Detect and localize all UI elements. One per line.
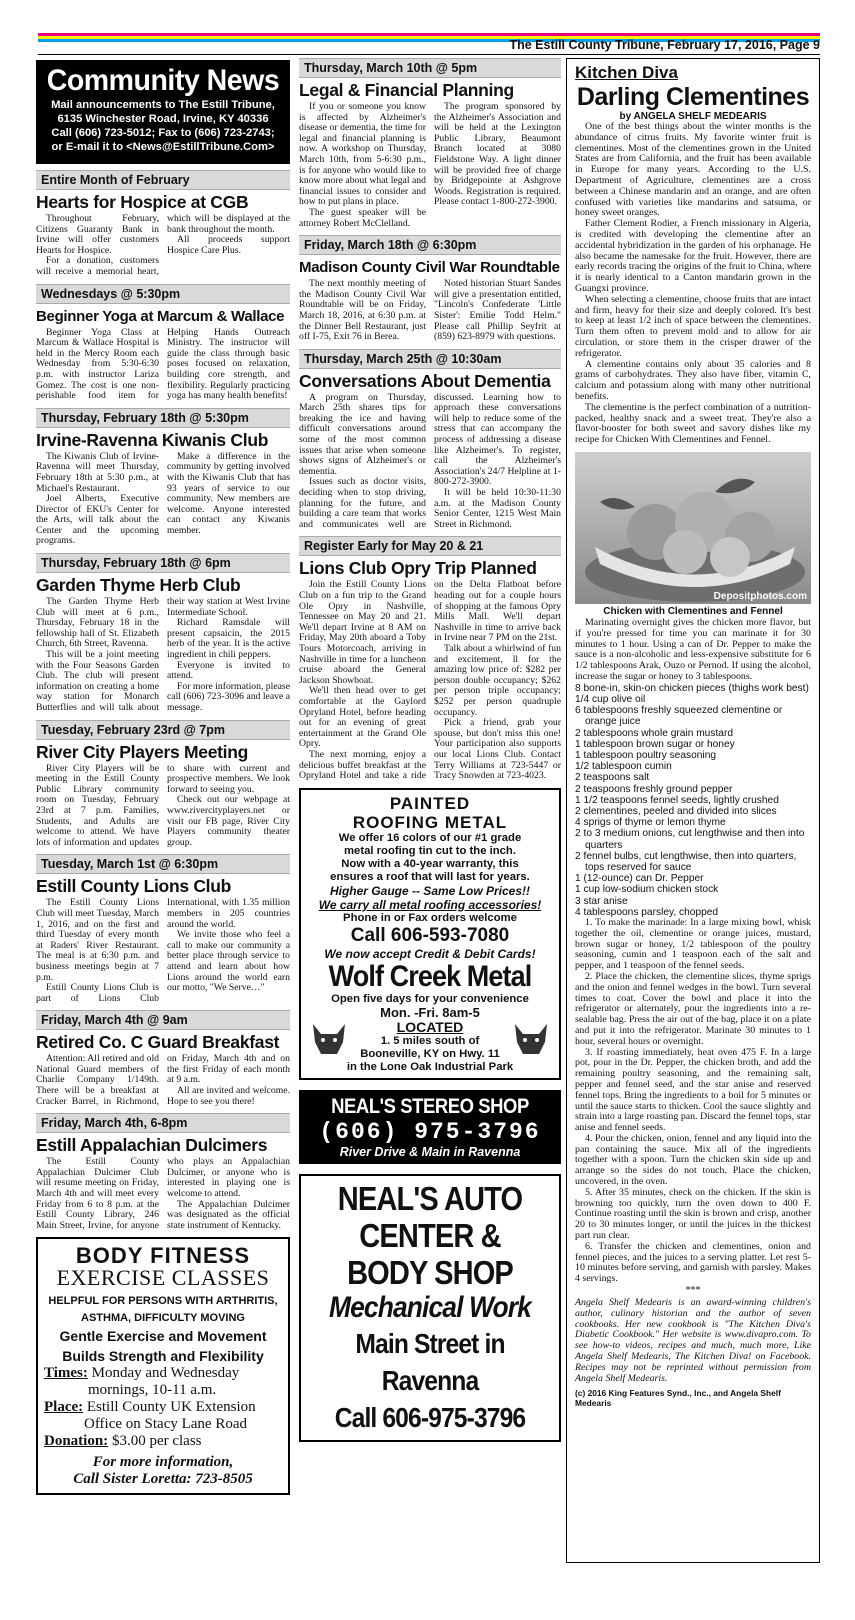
ingredient: 2 tablespoons whole grain mustard [575,727,734,739]
ingredient: 2 fennel bulbs, cut lengthwise, then into quarters, tops reserved for sauce [575,850,797,873]
ad-title: BODY SHOP [347,1253,513,1291]
paragraph: It will be held 10:30-11:30 a.m. at the Madison County Senior Center, 1215 West Main Street in Richmond. [434,487,561,530]
event-headline: Estill Appalachian Dulcimers [36,1135,268,1156]
paragraph: The next morning, enjoy a delicious buffet breakfast at the Opryland Hotel and take a ride on the Delta Flatboat before heading out for a couple hours of shopping at the famous Opry Mills Mall. We'll depart Nashville in time to arrive back in Irvine near 7 PM on the 21st. [299,579,561,782]
middle-events [299,58,561,782]
body-fitness-ad [36,1237,290,1495]
ingredient-list [575,683,811,918]
ingredient: 1/4 cup olive oil [575,693,646,705]
event-headline: Estill County Lions Club [36,876,232,897]
times-row: Times: Monday and Wednesday [44,1365,240,1382]
paragraph: The clementine is the perfect combination of a nutrition-packed, healthy snack and a sweet treat. They're also a flavor-booster for both sweet and savory dishes like my recipe for Chicken With Clementines and Fennel. [575,401,811,446]
ingredient: 2 to 3 medium onions, cut lengthwise and then into quarters [575,828,805,851]
page-header: The Estill County Tribune, February 17, 2016, Page 9 [38,38,820,55]
contact-line: For more information, [92,1454,234,1471]
event-headline: Irvine-Ravenna Kiwanis Club [36,429,269,450]
located-label: LOCATED [396,1018,464,1035]
separator: *** [685,1285,701,1297]
ad-title: PAINTED [389,793,471,813]
paragraph: One of the best things about the winter months is the abundance of citrus fruits. My favorite winter fruit is clementines. Most of the clementines grown in the United States are from California, and the fruit has been available in Europe for many years. According to the U.S. Department of Agriculture, clementines are a cross between a Chinese mandarin and an orange, and are often confused with varieties like mandarins and satsuma, or honey sweet oranges. [575,121,811,219]
paragraph: 1. To make the marinade: In a large mixing bowl, whisk together the oil, clementine or orange juices, mustard, brown sugar or honey, 1/2 tablespoon of the poultry seasoning, cumin and 1 teaspoon each of the salt and pepper, and 1 teaspoon of the fennel seeds. [575,916,811,972]
ingredient: 1 tablespoon poultry seasoning [575,749,717,761]
middle-column [299,58,561,1442]
ingredient: 6 tablespoons freshly squeezed clementine or orange juice [575,705,783,728]
paragraph: All are invited and welcome. Hope to see you there! [167,1085,290,1107]
donation-row: Donation: $3.00 per class [44,1433,202,1450]
event-body [36,328,290,402]
paragraph: 3. If roasting immediately, heat oven 475 F. In a large pot, pour in the Dr. Pepper, the chicken broth, and add the remaining poultry seasoning, and the remaining salt, pepper and fennel seed, and the star anise and reserved fennel tops. Bring the ingredients to a boil for 5 minutes or until the sauce starts to thicken. Cool the sauce slightly and strain into a large roasting pan. Discard the fennel tops, star anise and fennel seeds. [575,1046,811,1134]
ad-title: BODY FITNESS [75,1243,251,1269]
paragraph: The next monthly meeting of the Madison County Civil War Roundtable will be on Friday, March 18, 2016, at 6:30 p.m. at the Dinner Bell Restaurant, just off I-75, Exit 76 in Berea. [299,278,426,343]
event-headline: Retired Co. C Guard Breakfast [36,1032,280,1053]
event-body [36,898,290,1004]
event-date-bar: Friday, March 18th @ 6:30pm [299,235,561,255]
neals-auto-ad [299,1174,561,1442]
ingredient: 1 (12-ounce) can Dr. Pepper [575,873,704,885]
event-body [299,102,561,229]
event-body [36,452,290,547]
ingredient: 8 bone-in, skin-on chicken pieces (thighs work best) [575,682,809,694]
ingredient: 1 cup low-sodium chicken stock [575,884,719,896]
recipe-intro: Marinating overnight gives the chicken more flavor, but if you're pressed for time you can marinate it for 30 minutes to 1 hour. Using a can of Dr. Pepper to make the sauce is a non-alcoholic and less-expensive substitute for 6 1/2 tablespoons Arak, Ouzo or Pernod. If using the alcohol, increase the sugar or honey to 3 tablespoons. [575,616,811,682]
event-body [36,1157,290,1231]
hours: Mon. -Fri. 8am-5 [380,1004,480,1020]
paragraph: 2. Place the chicken, the clementine slices, thyme sprigs and the onion and fennel wedges in the bowl. Turn several times to coat. Cover the bowl and place it into the refrigerator or alternately, pour the ingredients into a re-sealable bag. Press the air out of the bag, place it on a plate and put it into the refrigerator. Marinate 30 minutes to 1 hour, several hours or overnight. [575,970,811,1047]
ad-line: We carry all metal roofing accessories! [318,897,542,912]
ad-line: We now accept Credit & Debit Cards! [324,946,536,961]
paragraph: We invite those who feel a call to make our community a better place through service to attend and learn about how Lions around the world earn our motto, "We Serve…" [167,929,290,994]
event-date-bar: Friday, March 4th, 6-8pm [36,1113,290,1133]
paragraph: River City Players will be meeting in the Estill County Public Library community room on Tuesday, February 23rd at 7 p.m. Families, Students, and Adults are welcome to attend. We have lots of information and updates to share with current and prospective members. We look forward to seeing you. [36,762,290,848]
event-date-bar: Thursday, February 18th @ 5:30pm [36,408,290,428]
brand-name: Wolf Creek Metal [328,959,532,993]
clementines-image [575,452,811,604]
event-date-bar: Register Early for May 20 & 21 [299,536,561,556]
event-date-bar: Entire Month of February [36,170,290,190]
kitchen-diva-column [566,58,820,1563]
paragraph: Check out our webpage at www.rivercityplayers.net or visit our FB page, River City Players community theater group. [167,794,290,848]
paragraph: Father Clement Rodier, a French missionary in Algeria, is credited with developing the clementine after an accidental hybridization in the garden of his orphanage. He also became the namesake for the fruit. However, there are early records tracing the origins of the fruit to China, where it is nearly identical to a Canton mandarin grown in the Guangxi province. [575,218,811,294]
paragraph: The Estill County Appalachian Dulcimer Club will resume meeting on Friday, March 4th and will meet every Friday from 6 to 8 p.m. at the Estill County Library, 246 Main Street, Irvine, for anyone who plays an Appalachian Dulcimer, or anyone who is interested in playing one is welcome to attend. [36,1156,290,1231]
paragraph: For a donation, customers will receive a memorial heart, which will be displayed at the bank throughout the month. [36,213,290,277]
event-date-bar: Thursday, February 18th @ 6pm [36,553,290,573]
ingredient: 1 1/2 teaspoons fennel seeds, lightly crushed [575,794,779,806]
section-title: Community News [46,64,280,97]
ad-line: HELPFUL FOR PERSONS WITH ARTHRITIS, [48,1295,278,1308]
event-body [36,1054,290,1107]
ad-line: Main Street in Ravenna [355,1327,505,1396]
wolf-icon [509,1020,553,1060]
neals-stereo-ad [299,1090,561,1164]
event-body [36,214,290,278]
paragraph: Estill County Lions Club is part of Lions Club International, with 1.35 million members in 205 countries around the world. [36,897,290,1004]
phone-number: Call 606-593-7080 [350,924,510,946]
ad-line: in the Lone Oak Industrial Park [346,1060,514,1073]
ad-line: metal roofing tin cut to the inch. [344,844,516,857]
paragraph: The Appalachian Dulcimer was designated as the official state instrument of Kentucky. [167,1198,290,1231]
paragraph: The Kiwanis Club of Irvine-Ravenna will meet Thursday, February 18th at 5:30 p.m., at Michael's Restaurant. [36,450,159,494]
ad-line: ensures a roof that will last for years. [330,870,530,883]
watermark: Depositphotos.com [713,590,807,602]
event-body [36,764,290,849]
paragraph: The guest speaker will be attorney Robert McClelland. [299,206,426,229]
paragraph: Talk about a whirlwind of fun and excitement, ll for the amazing low price of: $282 per person double occupancy; $262 per person triple occupancy; $252 per person quadruple occupancy. [434,642,561,718]
byline: by ANGELA SHELF MEDEARIS [619,111,767,122]
paragraph: Noted historian Stuart Sandes will give a presentation entitled, "Lincoln's Confederate 'Little Sister': Emilie Todd Helm." Please call Phillip Seyfrit at (859) 623-8979 with questions. [434,278,561,343]
left-column [36,60,290,1495]
paragraph: Richard Ramsdale will present capsaicin, the 2015 herb of the year. It is the active ingredient in chili peppers. [167,617,290,661]
event-body [299,279,561,343]
event-body [299,580,561,781]
author-bio: Angela Shelf Medearis is an award-winning children's author, culinary historian and the author of seven cookbooks. Her new cookbook is "The Kitchen Diva's Diabetic Cookbook." Her website is www.divapro.com. To see how-to videos, recipes and much, much more, Like Angela Shelf Medearis, The Kitchen Diva! on Facebook. Recipes may not be reprinted without permission from Angela Shelf Medearis. [575,1297,811,1384]
ad-line: Now with a 40-year warranty, this [341,857,519,870]
ad-line: Higher Gauge -- Same Low Prices!! [329,883,531,898]
event-headline: Garden Thyme Herb Club [36,575,241,596]
paragraph: Beginner Yoga Class at Marcum & Wallace Hospital is held in the Mercy Room each Wednesday from 5:30-6:30 p.m. with instructor Lariza Gomez. The cost is one non-perishable food item for Helping Hands Outreach Ministry. The instructor will guide the class through basic poses focused on relaxation, building core strength, and flexibility. Regularly practicing yoga has many health benefits! [36,326,290,402]
paragraph: We'll then head over to get comfortable at the Gaylord Opryland Hotel, before heading out for an evening of great entertainment at the Grand Ole Opry. [299,685,426,750]
paragraph: The Garden Thyme Herb Club will meet at 6 p.m., Thursday, February 18 in the fellowship hall of St. Elizabeth Church, 6th Street, Ravenna. [36,596,159,650]
ingredient: 2 clementines, peeled and divided into slices [575,805,777,817]
paragraph: Throughout February, Citizens Guaranty Bank in Irvine will offer customers Hearts for Hospice. [36,213,159,256]
ad-line: Builds Strength and Flexibility [62,1348,264,1365]
ad-line: We offer 16 colors of our #1 grade [338,831,522,844]
ad-subtitle: EXERCISE CLASSES [56,1265,270,1291]
recipe-steps [575,918,811,1285]
ad-line: River Drive & Main in Ravenna [339,1144,521,1159]
ingredient: 1/2 tablespoon cumin [575,761,672,773]
ingredient: 3 star anise [575,895,628,907]
paragraph: A clementine contains only about 35 calories and 8 grams of carbohydrates. They also have fiber, vitamin C, calcium and potassium along with many other nutritional benefits. [575,358,811,402]
phone-number: Call 606-975-3796 [334,1401,526,1433]
event-date-bar: Thursday, March 10th @ 5pm [299,58,561,78]
clementines-photo [575,452,811,604]
paragraph: A program on Thursday, March 25th shares tips for breaking the ice and having difficult conversations around some of the most common issues that arise when someone shows signs of Alzheimer's or dementia. [299,391,426,477]
masthead-line: or E-mail it to <News@EstillTribune.Com> [51,141,275,153]
paragraph: Joel Alberts, Executive Director of EKU's Center for the Arts, will talk about the Center and the upcoming programs. [36,493,159,547]
article-title: Darling Clementines [576,83,810,111]
paragraph: Attention: All retired and old National Guard members of Charlie Company 1/149th. There will be a breakfast at Cracker Barrel, in Richmond, on Friday, March 4th and on the first Friday of each month at 9 a.m. [36,1053,290,1107]
ad-line: Gentle Exercise and Movement [59,1328,267,1345]
ad-title: NEAL'S AUTO [337,1179,523,1217]
ingredient: 4 sprigs of thyme or lemon thyme [575,817,726,829]
event-headline: Hearts for Hospice at CGB [36,192,249,212]
ad-title: ROOFING METAL [352,812,508,832]
ad-line: ASTHMA, DIFFICULTY MOVING [81,1312,245,1325]
ingredient: 2 teaspoons freshly ground pepper [575,783,733,795]
paragraph: Join the Estill County Lions Club on a fun trip to the Grand Ole Opry in Nashville, Tennessee on May 20 and 21. We'll depart Irvine at 8 AM on Friday, May 20th aboard a Toby Tours Motorcoach, arriving in Nashville in time for a luncheon cruise aboard the General Jackson Showboat. [299,579,426,686]
masthead-line: Call (606) 723-5012; Fax to (606) 723-2743; [51,127,275,139]
ad-title: CENTER & [359,1216,501,1254]
ingredient: 2 teaspoons salt [575,772,650,784]
event-date-bar: Tuesday, February 23rd @ 7pm [36,720,290,740]
phone-number: (606) 975-3796 [319,1118,541,1145]
ad-line: Mechanical Work [329,1290,531,1324]
ad-title: NEAL'S STEREO SHOP [331,1094,529,1118]
photo-caption: Chicken with Clementines and Fennel [603,605,783,617]
event-date-bar: Friday, March 4th @ 9am [36,1010,290,1030]
contact-line: Call Sister Loretta: 723-8505 [73,1471,253,1488]
paragraph: If you or someone you know is affected by Alzheimer's disease or dementia, the time for legal and financial planning is now. A workshop on Thursday, March 10th, from 5-6:30 p.m., is for anyone who would like to know more about what legal and financial issues to consider and how to put plans in place. [299,101,426,208]
paragraph: 6. Transfer the chicken and clementines, onion and fennel pieces, and the juices to a serving platter. Let rest 5-10 minutes before serving, and garnish with parsley. Makes 4 servings. [575,1240,811,1285]
ingredient: 4 tablespoons parsley, chopped [575,906,719,918]
masthead-line: Mail announcements to The Estill Tribune, [51,99,275,111]
kicker: Kitchen Diva [575,63,678,82]
event-headline: Lions Club Opry Trip Planned [299,558,537,579]
event-date-bar: Thursday, March 25th @ 10:30am [299,349,561,369]
masthead-line: 6135 Winchester Road, Irvine, KY 40336 [57,113,269,125]
place-row: Place: Estill County UK Extension [44,1399,256,1416]
paragraph: For more information, please call (606) 723-3096 and leave a message. [167,680,290,713]
painted-roofing-metal-ad [299,788,561,1080]
event-date-bar: Wednesdays @ 5:30pm [36,284,290,304]
paragraph: Make a difference in the community by getting involved with the Kiwanis Club that has 93 years of service to our community. New members are welcome. Anyone interested can contact any Kiwanis member. [167,450,290,536]
times-row-2: mornings, 10-11 a.m. [88,1382,217,1399]
event-headline: River City Players Meeting [36,741,249,762]
paragraph: When selecting a clementine, choose fruits that are intact and firm, heavy for their size and deeply colored. It's best to keep at least 1/2 inch of space between the clementines. Turn them often to prevent mold and to allow for air circulation, or store them in the crisper drawer of the refrigerator. [575,293,811,359]
paragraph: All proceeds support Hospice Care Plus. [167,234,290,256]
event-body [299,393,561,531]
event-date-bar: Tuesday, March 1st @ 6:30pm [36,854,290,874]
ad-line: 1. 5 miles south of [380,1034,480,1047]
paragraph: Pick a friend, grab your spouse, but don't miss this one! Your participation also supports our local Lions Club. Contact Terry Williams at 723-5447 or Tracy Snowden at 723-4023. [434,717,561,782]
paragraph: This will be a joint meeting with the Four Seasons Garden Club. The club will present information on creating a home way station for Monarch Butterflies and will talk about their way station at West Irvine Intermediate School. [36,596,290,713]
paragraph: 5. After 35 minutes, check on the chicken. If the skin is browning too quickly, turn the oven down to 400 F. Continue roasting until the skin is brown and crisp, another 20 to 30 minutes longer, or until the juices in the thickest part run clear. [575,1186,811,1242]
paragraph: 4. Pour the chicken, onion, fennel and any liquid into the pan containing the sauce. Mix all of the ingredients together with a spoon. Turn the chicken skin side up and arrange so the sides do not touch. Place the chicken, uncovered, in the oven. [575,1132,811,1188]
article-body [575,122,811,446]
paragraph: Issues such as doctor visits, deciding when to stop driving, planning for the future, and building a care team that works and communicates well are discussed. Learning how to approach these conversations will help to reduce some of the stress that can accompany the process of addressing a disease like Alzheimer's. To register, call the Alzheimer's Association's 24/7 Helpline at 1-800-272-3900. [299,391,561,530]
ingredient: 1 tablespoon brown sugar or honey [575,738,735,750]
event-headline: Legal & Financial Planning [299,80,514,100]
paragraph: Everyone is invited to attend. [167,659,290,682]
ad-line: Open five days for your convenience [331,992,529,1005]
event-body [36,597,290,714]
place-row-2: Office on Stacy Lane Road [84,1416,248,1433]
paragraph: The Estill County Lions Club will meet Tuesday, March 1, 2016, and on the first and third Tuesday of every month at Raders' River Restaurant. The meal is at 6:30 p.m. and business meetings begin at 7 p.m. [36,897,159,983]
ad-line: Booneville, KY on Hwy. 11 [360,1047,500,1060]
event-headline: Beginner Yoga at Marcum & Wallace [36,307,285,325]
event-headline: Conversations About Dementia [299,370,551,391]
ad-line: Phone in or Fax orders welcome [343,911,517,924]
community-news-masthead [36,60,290,164]
left-events [36,170,290,1231]
wolf-icon [307,1020,351,1060]
event-headline: Madison County Civil War Roundtable [299,259,560,277]
paragraph: The program sponsored by the Alzheimer's Association and will be held at the Lexington Public Library, Beaumont Branch located at 3080 Fieldstone Way. A light dinner will be provided free of charge by Bridgepointe at Ashgrove Woods. Registration is required. Please contact 1-800-272-3900. [434,101,561,208]
copyright: (c) 2016 King Features Synd., Inc., and Angela Shelf Medearis [575,1388,781,1409]
